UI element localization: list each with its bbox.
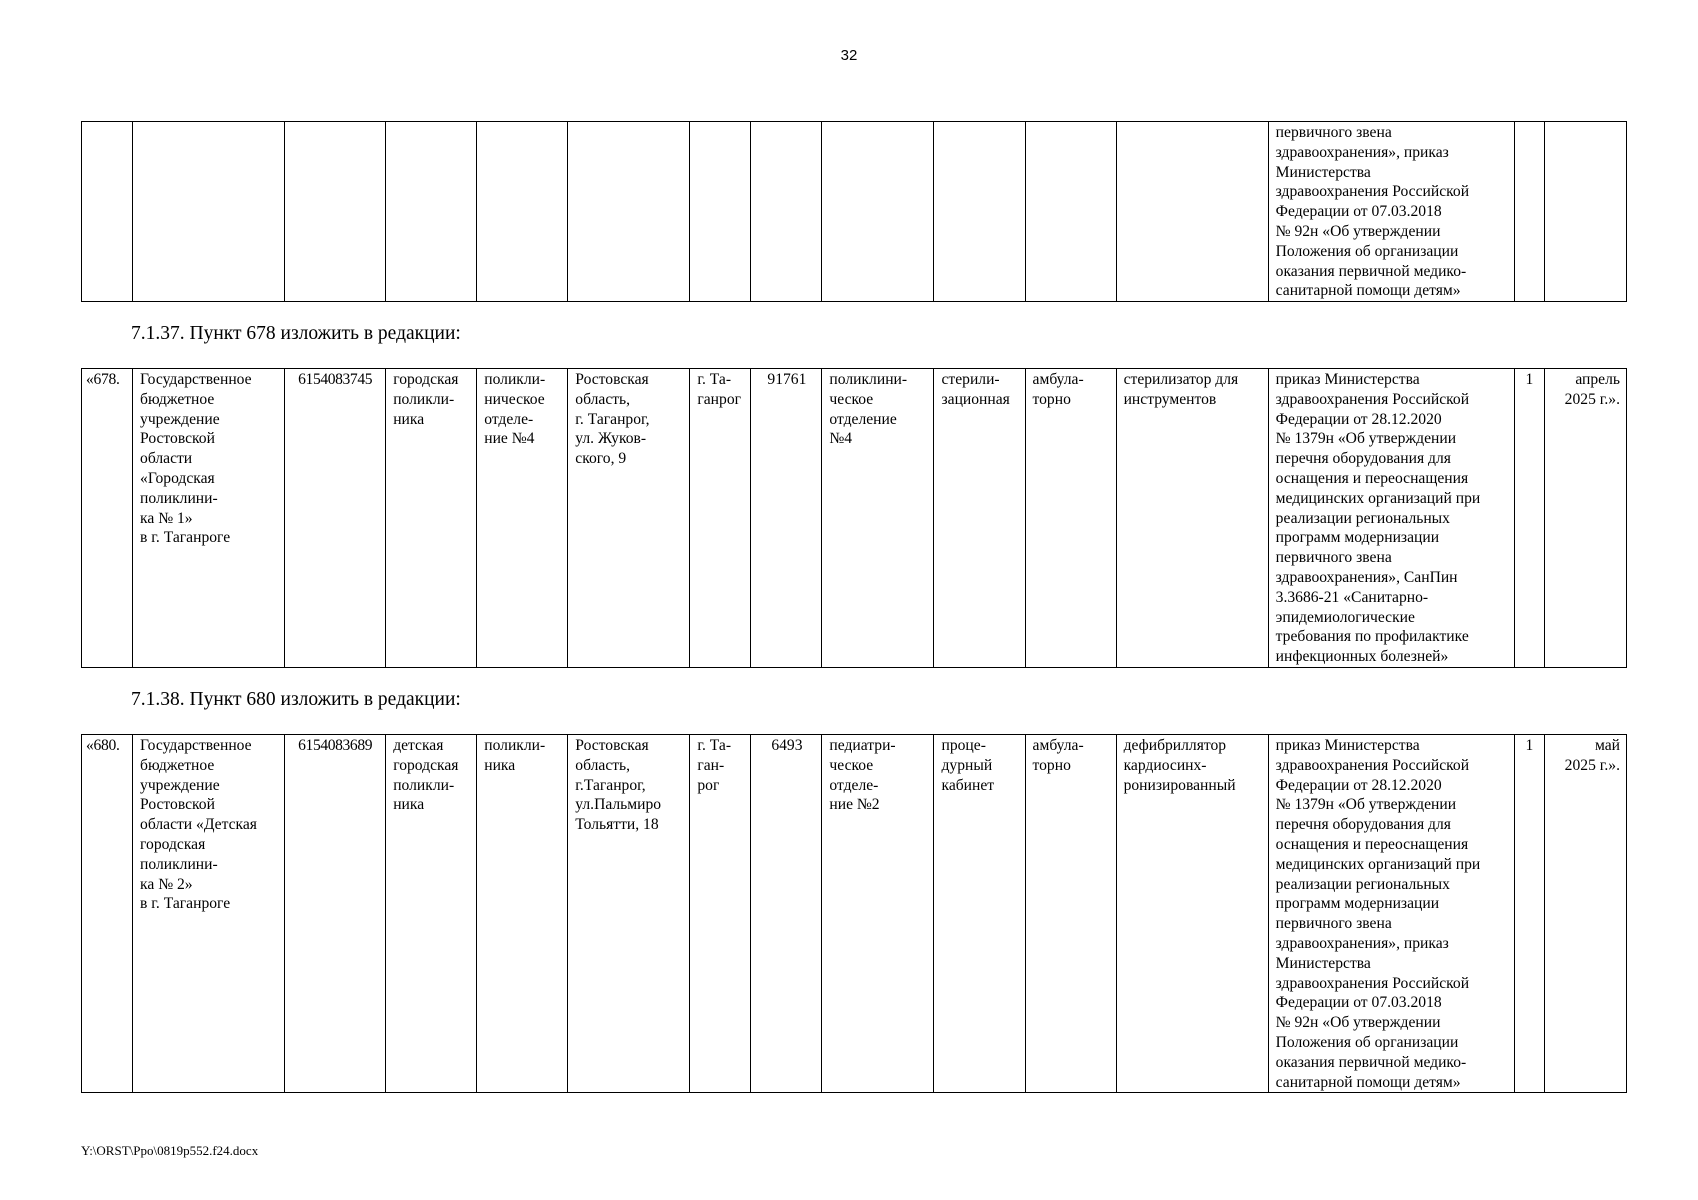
cell-org-type: городская поликли- ника — [386, 369, 477, 668]
cell-inn: 6154083745 — [285, 369, 386, 668]
cell-num: «680. — [82, 735, 133, 1093]
cell-care-type: амбула- торно — [1025, 735, 1116, 1093]
cell-num — [82, 122, 133, 302]
continued-table — [81, 121, 1627, 302]
cell-department: поликлини- ческое отделение №4 — [822, 369, 934, 668]
cell-room — [934, 122, 1025, 302]
page-number: 32 — [840, 47, 858, 64]
cell-organization: Государственное бюджетное учреждение Ростовской области «Городская поликлини- ка № 1» в г. Таганроге — [133, 369, 285, 668]
table-row — [82, 735, 1627, 1093]
section-caption-678: 7.1.37. Пункт 678 изложить в редакции: — [131, 323, 461, 344]
cell-city: г. Та- ган- рог — [690, 735, 751, 1093]
cell-room: проце- дурный кабинет — [934, 735, 1025, 1093]
cell-date: май 2025 г.». — [1544, 735, 1626, 1093]
cell-date: апрель 2025 г.». — [1544, 369, 1626, 668]
cell-equipment: дефибриллятор кардиосинх- ронизированный — [1116, 735, 1268, 1093]
cell-subdivision: поликли- ника — [477, 735, 568, 1093]
cell-org-type: детская городская поликли- ника — [386, 735, 477, 1093]
cell-organization: Государственное бюджетное учреждение Ростовской области «Детская городская поликлини- ка № 2» в г. Таганроге — [133, 735, 285, 1093]
section-caption-680: 7.1.38. Пункт 680 изложить в редакции: — [131, 689, 461, 710]
cell-equipment — [1116, 122, 1268, 302]
cell-legal-basis: первичного звена здравоохранения», приказ Министерства здравоохранения Российской Федерации от 07.03.2018 № 92н «Об утверждении Положения об организации оказания первичной медико- санитарной помощи детям» — [1268, 122, 1514, 302]
cell-subdivision: поликли- ническое отделе- ние №4 — [477, 369, 568, 668]
cell-num: «678. — [82, 369, 133, 668]
cell-department — [822, 122, 934, 302]
cell-address: Ростовская область, г.Таганрог, ул.Пальмиро Тольятти, 18 — [568, 735, 690, 1093]
cell-equipment: стерилизатор для инструментов — [1116, 369, 1268, 668]
cell-code: 91761 — [751, 369, 822, 668]
cell-quantity — [1514, 122, 1544, 302]
cell-address: Ростовская область, г. Таганрог, ул. Жуков- ского, 9 — [568, 369, 690, 668]
cell-quantity: 1 — [1514, 735, 1544, 1093]
cell-organization — [133, 122, 285, 302]
cell-code: 6493 — [751, 735, 822, 1093]
table-row — [82, 122, 1627, 302]
cell-address — [568, 122, 690, 302]
table-item-680 — [81, 734, 1627, 1093]
cell-legal-basis: приказ Министерства здравоохранения Российской Федерации от 28.12.2020 № 1379н «Об утверждении перечня оборудования для оснащения и переоснащения медицинских организаций при реализации региональных программ модернизации первичного звена здравоохранения», приказ Министерства здравоохранения Российской Федерации от 07.03.2018 № 92н «Об утверждении Положения об организации оказания первичной медико- санитарной помощи детям» — [1268, 735, 1514, 1093]
cell-org-type — [386, 122, 477, 302]
cell-code — [751, 122, 822, 302]
cell-subdivision — [477, 122, 568, 302]
cell-city: г. Та- ганрог — [690, 369, 751, 668]
cell-quantity: 1 — [1514, 369, 1544, 668]
cell-room: стерили- зационная — [934, 369, 1025, 668]
cell-department: педиатри- ческое отделе- ние №2 — [822, 735, 934, 1093]
cell-care-type: амбула- торно — [1025, 369, 1116, 668]
table-item-678 — [81, 368, 1627, 668]
cell-inn — [285, 122, 386, 302]
table-row — [82, 369, 1627, 668]
cell-care-type — [1025, 122, 1116, 302]
footer-file-path: Y:\ORST\Ppo\0819p552.f24.docx — [81, 1143, 259, 1158]
cell-date — [1544, 122, 1626, 302]
cell-city — [690, 122, 751, 302]
cell-inn: 6154083689 — [285, 735, 386, 1093]
cell-legal-basis: приказ Министерства здравоохранения Российской Федерации от 28.12.2020 № 1379н «Об утверждении перечня оборудования для оснащения и переоснащения медицинских организаций при реализации региональных программ модернизации первичного звена здравоохранения», СанПин 3.3686-21 «Санитарно- эпидемиологические требования по профилактике инфекционных болезней» — [1268, 369, 1514, 668]
